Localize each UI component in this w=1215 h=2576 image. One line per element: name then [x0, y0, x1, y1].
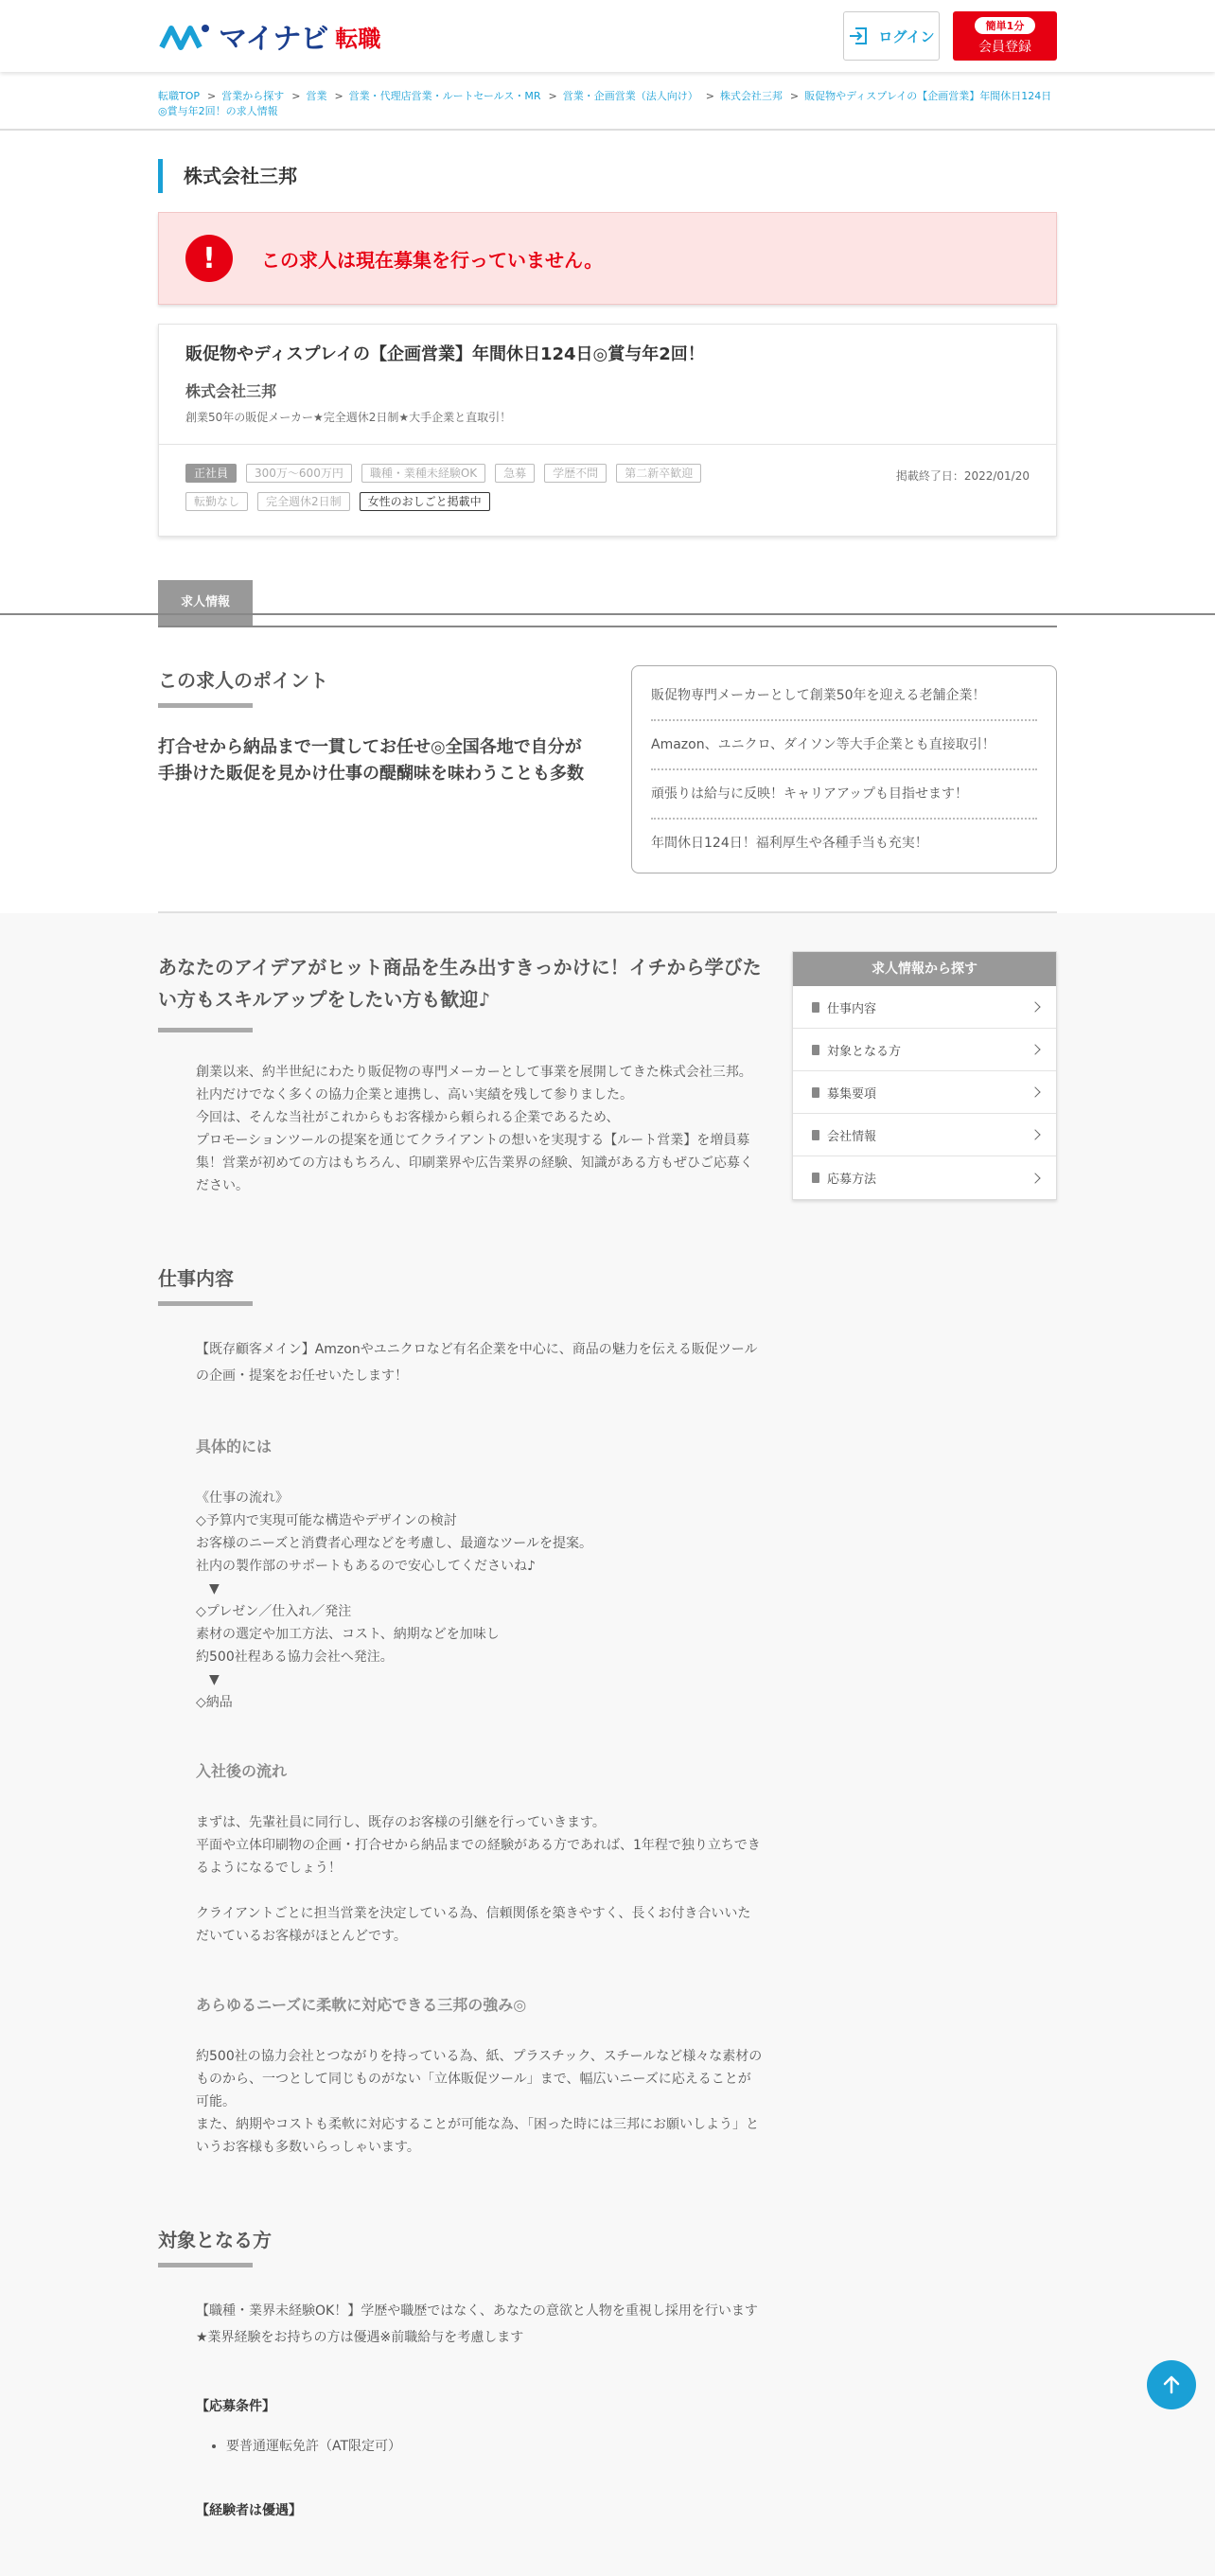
tag-no-transfer: 転勤なし	[185, 492, 248, 511]
chevron-right-icon	[1030, 1129, 1040, 1139]
job-company: 株式会社三邦	[185, 382, 277, 400]
tag-second-grad: 第二新卒歓迎	[616, 464, 701, 483]
strengths-text: 約500社の協力会社とつながりを持っている為、紙、プラスチック、スチールなど様々な素材のものから、一つとして同じものがない「立体販促ツール」まで、幅広いニーズに応えることが可能。 また、納期やコストも柔軟に対応することが可能な為、「困った時には三邦にお願いしよう」というお客様も多数いらっしゃいます。	[196, 2049, 763, 2155]
target-heading: 対象となる方	[158, 2225, 764, 2267]
sidebar-item-requirements[interactable]	[793, 1071, 1056, 1114]
points-list-item: 頑張りは給与に反映！キャリアアップも目指せます！	[651, 770, 1037, 820]
document-icon	[812, 1130, 819, 1140]
tag-education-any: 学歴不問	[544, 464, 607, 483]
job-catch: 創業50年の販促メーカー★完全週休2日制★大手企業と直取引！	[185, 411, 512, 424]
breadcrumb-item[interactable]: 転職TOP	[158, 90, 201, 102]
breadcrumb	[158, 89, 1057, 119]
breadcrumb-item[interactable]: 営業・企画営業（法人向け）	[562, 90, 698, 102]
chevron-right-icon	[1030, 1001, 1040, 1012]
chevron-right-icon	[1030, 1173, 1040, 1183]
site-logo[interactable]	[158, 15, 380, 57]
details-text: 《仕事の流れ》 ◇予算内で実現可能な構造やデザインの検討 お客様のニーズと消費者心理などを考慮し、最適なツールを提案。 社内の製作部のサポートもあるので安心してくださいね♪ ▼ ◇プレゼン／仕入れ／発注 素材の選定や加工方法、コスト、納期などを加味し 約500社程ある協力会社へ発注。 ▼ ◇納品	[196, 1491, 593, 1710]
company-title: 株式会社三邦	[158, 159, 1057, 193]
target-section	[158, 2225, 764, 2519]
points-list-item: 年間休日124日！福利厚生や各種手当も充実！	[651, 836, 928, 851]
tag-employment-type: 正社員	[185, 464, 237, 483]
points-list	[631, 665, 1057, 873]
breadcrumb-separator: >	[334, 90, 343, 102]
register-button[interactable]	[953, 11, 1057, 61]
login-label: ログイン	[878, 27, 935, 45]
exclamation-icon: !	[185, 235, 233, 282]
tag-salary: 300万～600万円	[246, 464, 352, 483]
posting-end-date: 掲載終了日：2022/01/20	[895, 469, 1030, 483]
breadcrumb-item[interactable]: 営業から探す	[221, 90, 285, 102]
tab-job-info[interactable]: 求人情報	[158, 580, 253, 626]
document-icon	[812, 1045, 819, 1055]
job-intro-text: 創業以来、約半世紀にわたり販促物の専門メーカーとして事業を展開してきた株式会社三邦。 社内だけでなく多くの協力企業と連携し、高い実績を残して参りました。 今回は、そんな当社がこれからもお客様から頼られる企業であるため、 プロモーションツールの提案を通じてクライアントの想いを実現する【ルート営業】を増員募集！営業が初めての方はもちろん、印刷業界や広告業界の経験、知識がある方もぜひご応募ください。	[196, 1065, 753, 1193]
after-joining-text: まずは、先輩社員に同行し、既存のお客様の引継を行っていきます。 平面や立体印刷物の企画・打合せから納品までの経験がある方であれば、1年程で独り立ちできるようになるでしょう！ クライアントごとに担当営業を決定している為、信頼関係を築きやすく、長くお付き合いいただいているお客様がほとんどです。	[196, 1815, 761, 1944]
points-lead: 打合せから納品まで一貫してお任せ◎全国各地で自分が手掛けた販促を見かけ仕事の醍醐味を味わうことも多数	[158, 737, 584, 784]
breadcrumb-bar	[0, 72, 1215, 131]
chevron-right-icon	[1030, 1044, 1040, 1054]
tag-inexperienced-ok: 職種・業種未経験OK	[361, 464, 485, 483]
login-button[interactable]	[843, 11, 940, 61]
logo-mark-icon	[158, 21, 211, 51]
alert-text: この求人は現在募集を行っていません。	[261, 248, 604, 272]
job-points-section	[158, 627, 1057, 913]
job-description-text: 【既存顧客メイン】Amzonやユニクロなど有名企業を中心に、商品の魅力を伝える販促ツールの企画・提案をお任せいたします！	[196, 1342, 758, 1384]
tab-divider	[0, 613, 1215, 615]
breadcrumb-separator: >	[291, 90, 301, 102]
document-icon	[812, 1002, 819, 1013]
sidebar-heading: 求人情報から探す	[793, 952, 1056, 986]
breadcrumb-item[interactable]: 営業	[306, 90, 327, 102]
sidebar-item-label: 対象となる方	[827, 1044, 902, 1059]
sidebar-item-label: 応募方法	[827, 1173, 877, 1187]
sidebar-item-job-description[interactable]	[793, 986, 1056, 1029]
job-description-section	[158, 1263, 764, 2159]
requirements-list	[158, 2436, 764, 2455]
points-list-item: 販促物専門メーカーとして創業50年を迎える老舗企業！	[651, 672, 1037, 721]
job-title: 販促物やディスプレイの【企画営業】年間休日124日◎賞与年2回！	[185, 344, 705, 364]
tag-women-job[interactable]: 女性のおしごと掲載中	[360, 492, 490, 511]
arrow-up-icon	[1161, 2374, 1182, 2395]
breadcrumb-separator: >	[548, 90, 557, 102]
document-icon	[812, 1087, 819, 1098]
sidebar-item-how-to-apply[interactable]	[793, 1156, 1056, 1199]
chevron-right-icon	[1030, 1086, 1040, 1097]
after-joining-subheading: 入社後の流れ	[196, 1762, 288, 1780]
sidebar-item-label: 仕事内容	[827, 1001, 877, 1016]
preferred-heading: 【経験者は優遇】	[196, 2503, 302, 2518]
tag-two-days-off: 完全週休2日制	[257, 492, 350, 511]
site-header	[0, 0, 1215, 72]
tag-urgent: 急募	[495, 464, 535, 483]
login-icon	[848, 26, 869, 46]
job-tags	[185, 464, 753, 511]
job-catch-heading: あなたのアイデアがヒット商品を生み出すきっかけに！イチから学びたい方もスキルアップをしたい方も歓迎♪	[158, 951, 764, 1032]
closed-alert	[158, 212, 1057, 305]
requirements-heading: 【応募条件】	[196, 2399, 275, 2414]
sidebar-item-label: 募集要項	[827, 1086, 877, 1102]
target-text: 【職種・業界未経験OK！】学歴や職歴ではなく、あなたの意欲と人物を重視し採用を行います ★業界経験をお持ちの方は優遇※前職給与を考慮します	[196, 2303, 758, 2345]
tab-bar	[158, 580, 1057, 627]
job-summary-card	[158, 324, 1057, 537]
breadcrumb-separator: >	[207, 90, 217, 102]
details-subheading: 具体的には	[196, 1438, 273, 1456]
strengths-subheading: あらゆるニーズに柔軟に対応できる三邦の強み◎	[196, 1996, 527, 2014]
sidebar-item-target[interactable]	[793, 1029, 1056, 1071]
points-heading: この求人のポイント	[158, 665, 593, 708]
register-label: 会員登録	[978, 39, 1031, 55]
logo-text: マイナビ	[219, 23, 328, 56]
sidebar-item-company-info[interactable]	[793, 1114, 1056, 1156]
register-pill: 簡単1分	[975, 17, 1036, 34]
job-detail-main	[0, 913, 1215, 2576]
requirement-item: • 要普通運転免許（AT限定可）	[226, 2436, 764, 2455]
document-icon	[812, 1173, 819, 1183]
points-list-item: Amazon、ユニクロ、ダイソン等大手企業とも直接取引！	[651, 721, 1037, 770]
breadcrumb-separator: >	[789, 90, 800, 102]
breadcrumb-separator: >	[705, 90, 714, 102]
job-description-heading: 仕事内容	[158, 1263, 764, 1306]
breadcrumb-item-current[interactable]: 販促物やディスプレイの【企画営業】年間休日124日◎賞与年2回！の求人情報	[158, 90, 1052, 117]
logo-sub: 転職	[335, 25, 381, 52]
sidebar-item-label: 会社情報	[827, 1129, 877, 1144]
back-to-top-button[interactable]	[1147, 2360, 1196, 2409]
breadcrumb-item[interactable]: 株式会社三邦	[719, 90, 783, 102]
breadcrumb-item[interactable]: 営業・代理店営業・ルートセールス・MR	[348, 90, 541, 102]
job-info-sidebar	[792, 951, 1057, 1200]
